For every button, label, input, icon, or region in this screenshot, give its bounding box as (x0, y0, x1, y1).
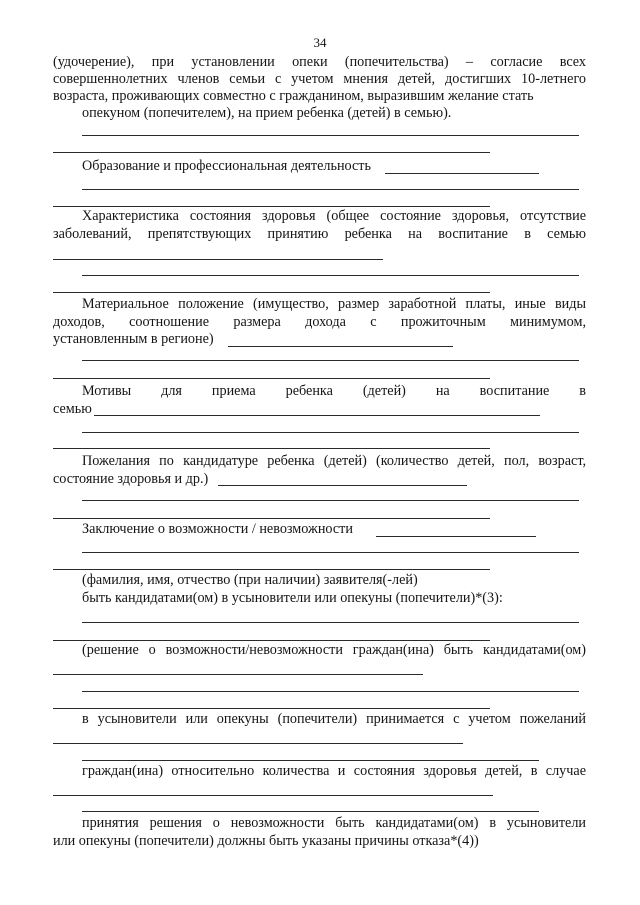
motive-field (94, 415, 540, 416)
candidates-line: быть кандидатами(ом) в усыновители или опекуны (попечители)*(3): (82, 590, 503, 606)
blank-line (53, 674, 423, 675)
blank-line (53, 795, 493, 796)
motive-line-1: Мотивы для приема ребенка (детей) на воспитание в (82, 383, 586, 399)
blank-line (82, 691, 579, 692)
text-line-3: возраста, проживающих совместно с гражданином, выразившим желание стать (53, 88, 534, 104)
blank-line (53, 640, 490, 641)
wish-line-2: состояние здоровья и др.) (53, 471, 209, 487)
blank-line (82, 500, 579, 501)
blank-line (53, 378, 490, 379)
blank-line (53, 152, 490, 153)
blank-line (53, 708, 490, 709)
decision-line-5: или опекуны (попечители) должны быть указаны причины отказа*(4)) (53, 833, 479, 849)
education-label: Образование и профессиональная деятельность (82, 158, 371, 174)
blank-line (82, 135, 579, 136)
health-line-1: Характеристика состояния здоровья (общее состояние здоровья, отсутствие (82, 208, 586, 224)
motive-line-2: семью (53, 401, 92, 417)
conclusion-label: Заключение о возможности / невозможности (82, 521, 353, 537)
education-field (385, 173, 539, 174)
wish-field (218, 485, 467, 486)
decision-line-4: принятия решения о невозможности быть кандидатами(ом) в усыновители (82, 815, 586, 831)
decision-line-3: граждан(ина) относительно количества и состояния здоровья детей, в случае (82, 763, 586, 779)
blank-line (53, 569, 490, 570)
text-line-1: (удочерение), при установлении опеки (попечительства) – согласие всех (53, 54, 586, 70)
wish-line-1: Пожелания по кандидатуре ребенка (детей) (количество детей, пол, возраст, (82, 453, 586, 469)
blank-line (82, 275, 579, 276)
material-line-3: установленным в регионе) (53, 331, 214, 347)
text-line-4: опекуном (попечителем), на прием ребенка (детей) в семью). (82, 105, 452, 121)
blank-line (53, 518, 490, 519)
health-line-2: заболеваний, препятствующих принятию ребенка на воспитание в семью (53, 226, 586, 242)
decision-line-2: в усыновители или опекуны (попечители) принимается с учетом пожеланий (82, 711, 586, 727)
blank-line (82, 811, 539, 812)
blank-line (82, 189, 579, 190)
blank-line (53, 743, 463, 744)
text-line-2: совершеннолетних членов семьи с учетом мнения детей, достигших 10-летнего (53, 71, 586, 87)
material-field (228, 346, 453, 347)
blank-line (82, 760, 539, 761)
health-field (53, 259, 383, 260)
conclusion-field (376, 536, 536, 537)
blank-line (82, 552, 579, 553)
page-number: 34 (313, 35, 327, 50)
material-line-1: Материальное положение (имущество, размер заработной платы, иные виды (82, 296, 586, 312)
material-line-2: доходов, соотношение размера дохода с прожиточным минимумом, (53, 314, 586, 330)
applicant-name-caption: (фамилия, имя, отчество (при наличии) заявителя(-лей) (82, 572, 418, 588)
blank-line (53, 448, 490, 449)
decision-line-1: (решение о возможности/невозможности граждан(ина) быть кандидатами(ом) (82, 642, 586, 658)
blank-line (53, 292, 490, 293)
blank-line (82, 360, 579, 361)
blank-line (82, 432, 579, 433)
blank-line (82, 622, 579, 623)
blank-line (53, 206, 490, 207)
